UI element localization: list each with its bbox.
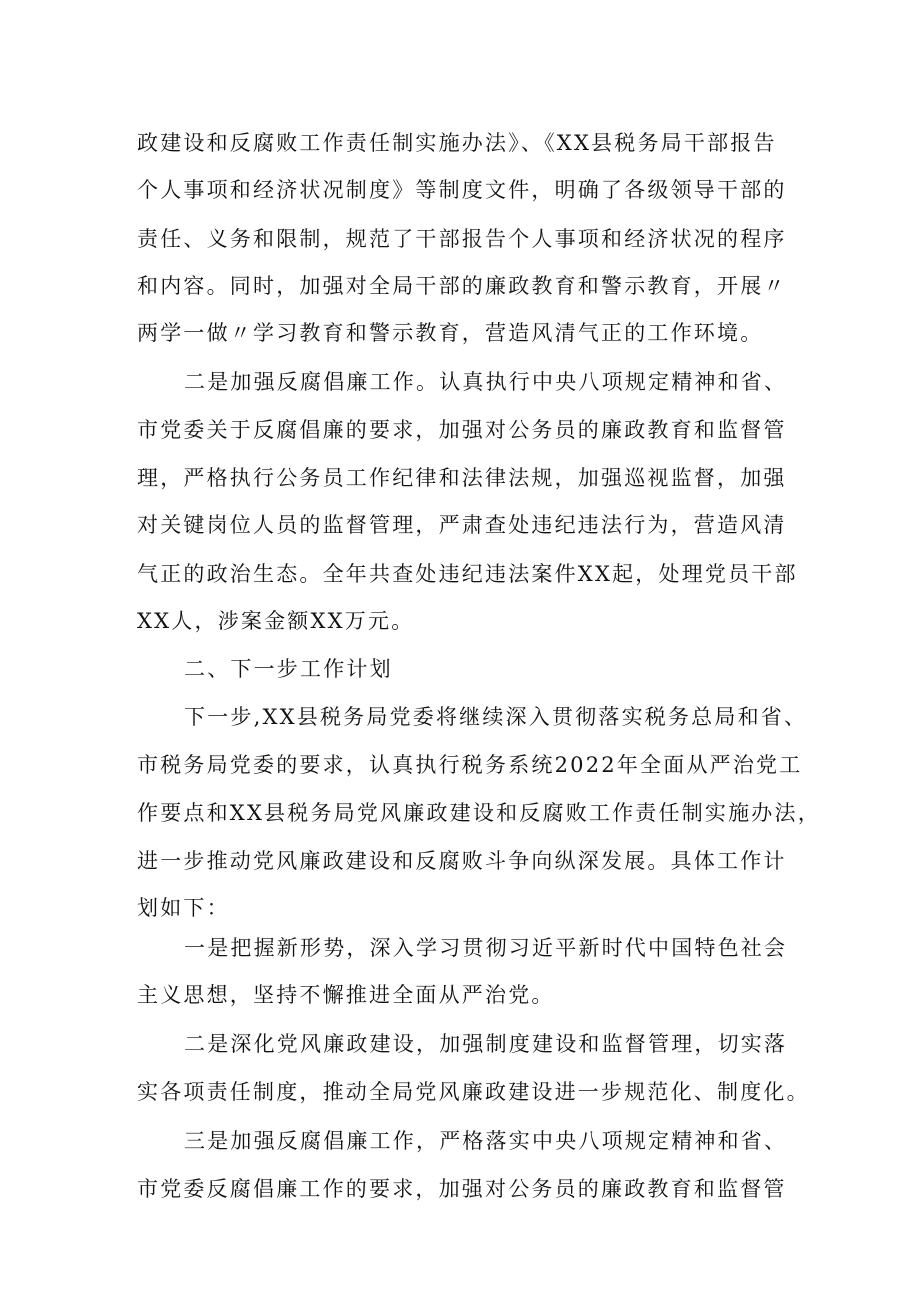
text-line-11: XX人，涉案金额XX万元。 [137,609,415,633]
text-line-14: 市税务局党委的要求，认真执行税务系统2022年全面从严治党工 [137,753,803,777]
text-line-7: 市党委关于反腐倡廉的要求，加强对公务员的廉政教育和监督管 [137,418,787,442]
paragraph-start-line: 二是深化党风廉政建设，加强制度建设和监督管理，切实落 [184,1032,788,1056]
text-line-19: 主义思想，坚持不懈推进全面从严治党。 [137,983,555,1007]
text-line-5: 两学一做〃学习教育和警示教育，营造风清气正的工作环境。 [137,321,764,345]
text-line-15: 作要点和XX县税务局党风廉政建设和反腐败工作责任制实施办法， [137,801,821,825]
paragraph-start-line: 二是加强反腐倡廉工作。认真执行中央八项规定精神和省、 [184,370,788,394]
text-line-4: 和内容。同时，加强对全局干部的廉政教育和警示教育，开展〃 [137,274,787,298]
text-line-8: 理，严格执行公务员工作纪律和法律法规，加强巡视监督，加强 [137,466,787,490]
paragraph-start-line: 下一步,XX县税务局党委将继续深入贯彻落实税务总局和省、 [184,705,808,729]
text-line-1: 政建设和反腐败工作责任制实施办法》、《XX县税务局干部报告 [137,131,777,155]
text-line-16: 进一步推动党风廉政建设和反腐败斗争向纵深发展。具体工作计 [137,849,787,873]
text-line-2: 个人事项和经济状况制度》等制度文件，明确了各级领导干部的 [137,178,787,202]
text-line-3: 责任、义务和限制，规范了干部报告个人事项和经济状况的程序 [137,227,787,251]
text-line-9: 对关键岗位人员的监督管理，严肃查处违纪违法行为，营造风清 [137,513,787,537]
paragraph-start-line: 三是加强反腐倡廉工作，严格落实中央八项规定精神和省、 [184,1129,788,1153]
paragraph-start-line: 一是把握新形势，深入学习贯彻习近平新时代中国特色社会 [184,936,788,960]
text-line-17: 划如下： [137,896,230,920]
section-heading: 二、下一步工作计划 [184,657,393,681]
text-line-23: 市党委反腐倡廉工作的要求，加强对公务员的廉政教育和监督管 [137,1177,787,1201]
text-line-21: 实各项责任制度，推动全局党风廉政建设进一步规范化、制度化。 [137,1080,810,1104]
text-line-10: 气正的政治生态。全年共查处违纪违法案件XX起，处理党员干部 [137,562,798,586]
